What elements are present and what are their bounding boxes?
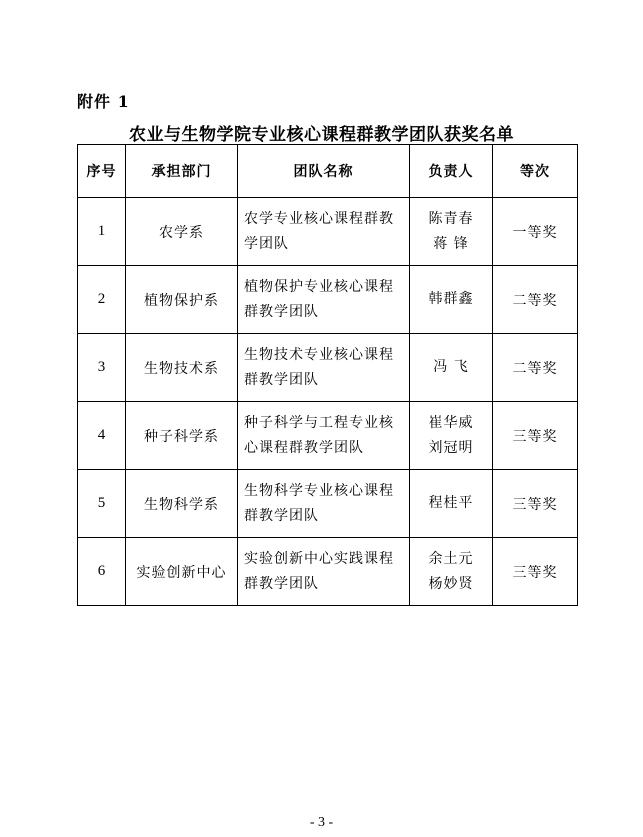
- cell-team: 生物技术专业核心课程群教学团队: [238, 334, 410, 402]
- header-award: 等次: [493, 145, 578, 198]
- leader-name: 崔华威: [428, 414, 474, 431]
- table-row: [78, 198, 578, 266]
- table-row: [78, 266, 578, 334]
- cell-dept: 种子科学系: [126, 402, 238, 470]
- cell-leader: [410, 470, 493, 538]
- cell-team: 生物科学专业核心课程群教学团队: [238, 470, 410, 538]
- cell-dept: 植物保护系: [126, 266, 238, 334]
- cell-award: 二等奖: [493, 334, 578, 402]
- cell-leader: [410, 334, 493, 402]
- header-num: 序号: [78, 145, 126, 198]
- table-row: [78, 402, 578, 470]
- table-body: [78, 198, 578, 606]
- attachment-label: 附件 1: [77, 92, 130, 111]
- cell-num: 1: [78, 198, 126, 266]
- table-row: [78, 334, 578, 402]
- cell-num: 3: [78, 334, 126, 402]
- cell-num: 4: [78, 402, 126, 470]
- cell-team: 植物保护专业核心课程群教学团队: [238, 266, 410, 334]
- leader-name: 冯 飞: [433, 359, 469, 375]
- cell-team: 种子科学与工程专业核心课程群教学团队: [238, 402, 410, 470]
- cell-num: 6: [78, 538, 126, 606]
- cell-dept: 生物科学系: [126, 470, 238, 538]
- page-number: - 3 -: [309, 815, 334, 830]
- table-row: [78, 470, 578, 538]
- document-title: 农业与生物学院专业核心课程群教学团队获奖名单: [129, 125, 514, 145]
- header-team: 团队名称: [238, 145, 410, 198]
- header-leader: 负责人: [410, 145, 493, 198]
- cell-award: 三等奖: [493, 538, 578, 606]
- leader-name: 刘冠明: [428, 439, 474, 456]
- header-dept: 承担部门: [126, 145, 238, 198]
- leader-name: 蒋 锋: [433, 235, 469, 252]
- cell-dept: 生物技术系: [126, 334, 238, 402]
- cell-leader: [410, 538, 493, 606]
- leader-name: 杨妙贤: [428, 575, 474, 592]
- cell-award: 三等奖: [493, 402, 578, 470]
- cell-leader: [410, 198, 493, 266]
- cell-num: 5: [78, 470, 126, 538]
- leader-name: 余土元: [428, 550, 474, 567]
- leader-name: 程桂平: [428, 495, 474, 511]
- cell-leader: [410, 266, 493, 334]
- leader-name: 韩群鑫: [428, 291, 474, 307]
- table-row: [78, 538, 578, 606]
- cell-team: 农学专业核心课程群教学团队: [238, 198, 410, 266]
- leader-name: 陈青春: [428, 210, 474, 227]
- cell-award: 一等奖: [493, 198, 578, 266]
- cell-leader: [410, 402, 493, 470]
- cell-dept: 实验创新中心: [126, 538, 238, 606]
- cell-team: 实验创新中心实践课程群教学团队: [238, 538, 410, 606]
- cell-dept: 农学系: [126, 198, 238, 266]
- table-header-row: [78, 145, 578, 198]
- cell-award: 三等奖: [493, 470, 578, 538]
- award-table: [77, 144, 578, 606]
- cell-award: 二等奖: [493, 266, 578, 334]
- cell-num: 2: [78, 266, 126, 334]
